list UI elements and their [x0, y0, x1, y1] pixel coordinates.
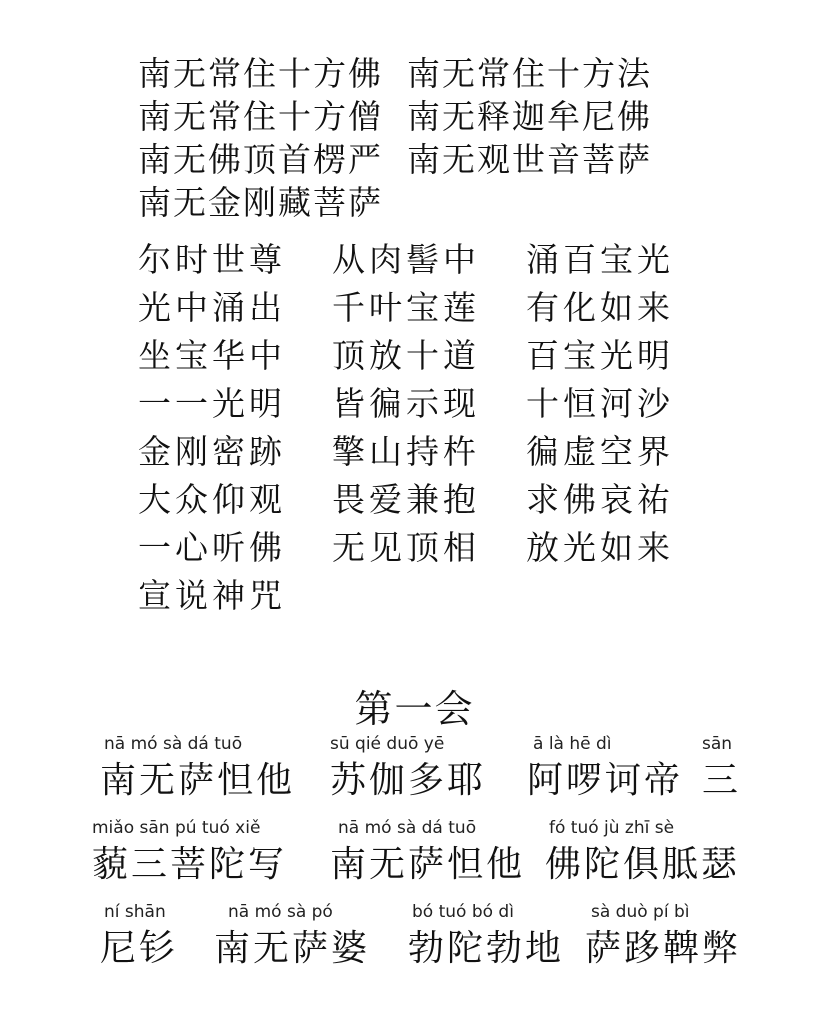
- mantra-phrase: [330, 732, 486, 806]
- invocation-phrase: 南无常住十方佛: [138, 54, 383, 93]
- mantra-phrase: [92, 816, 287, 890]
- verse-phrase: 放光如来: [526, 528, 674, 567]
- mantra-phrase: [100, 732, 295, 806]
- invocation-block: [138, 52, 778, 224]
- hanzi: 南无萨婆: [214, 928, 371, 969]
- section-title: 第一会: [354, 687, 475, 731]
- verse-phrase: 涌百宝光: [526, 240, 674, 279]
- verse-phrase: 皆徧示现: [332, 384, 480, 423]
- hanzi: 尼钐: [100, 928, 179, 969]
- invocation-phrase: 南无观世音菩萨: [407, 140, 652, 179]
- verse-line: [138, 380, 778, 428]
- invocation-phrase: 南无金刚藏菩萨: [138, 183, 383, 222]
- hanzi: 南无萨怛他: [330, 844, 526, 885]
- pinyin: nā mó sà dá tuō: [338, 818, 477, 838]
- hanzi: 苏伽多耶: [330, 760, 487, 801]
- mantra-row: [0, 900, 829, 984]
- verse-phrase: 从肉髻中: [332, 240, 480, 279]
- invocation-phrase: 南无佛顶首楞严: [138, 140, 383, 179]
- verse-phrase: 求佛哀祐: [526, 480, 674, 519]
- hanzi: 佛陀俱胝瑟: [545, 844, 741, 885]
- verse-phrase: 坐宝华中: [138, 336, 286, 375]
- verse-phrase: 大众仰观: [138, 480, 286, 519]
- mantra-phrase: [330, 816, 525, 890]
- pinyin: fó tuó jù zhī sè: [549, 818, 675, 838]
- pinyin: miǎo sān pú tuó xiě: [92, 818, 261, 838]
- verse-phrase: 畏爱兼抱: [332, 480, 480, 519]
- verse-phrase: 宣说神咒: [138, 576, 286, 615]
- verse-block: [138, 236, 778, 620]
- mantra-phrase: [702, 732, 741, 806]
- hanzi: 勃陀勃地: [408, 928, 565, 969]
- mantra-phrase: [214, 900, 370, 974]
- mantra-phrase: [545, 816, 740, 890]
- mantra-phrase: [408, 900, 564, 974]
- hanzi: 三: [702, 760, 742, 801]
- invocation-line: [138, 52, 778, 95]
- pinyin: bó tuó bó dì: [412, 902, 514, 922]
- verse-phrase: 十恒河沙: [526, 384, 674, 423]
- verse-phrase: 有化如来: [526, 288, 674, 327]
- verse-line: [138, 428, 778, 476]
- hanzi: 萨跢鞞弊: [585, 928, 742, 969]
- verse-line: [138, 284, 778, 332]
- verse-phrase: 百宝光明: [526, 336, 674, 375]
- pinyin: nā mó sà dá tuō: [104, 734, 243, 754]
- verse-phrase: 一心听佛: [138, 528, 286, 567]
- pinyin: nā mó sà pó: [228, 902, 333, 922]
- pinyin: sān: [702, 734, 733, 754]
- invocation-line: [138, 95, 778, 138]
- mantra-phrase: [527, 732, 683, 806]
- mantra-row: [0, 816, 829, 900]
- pinyin: ní shān: [104, 902, 166, 922]
- mantra-phrase: [585, 900, 741, 974]
- hanzi: 藐三菩陀写: [92, 844, 288, 885]
- verse-phrase: 光中涌出: [138, 288, 286, 327]
- invocation-phrase: 南无常住十方僧: [138, 97, 383, 136]
- verse-phrase: 金刚密跡: [138, 432, 286, 471]
- mantra-phrase: [100, 900, 178, 974]
- verse-phrase: 一一光明: [138, 384, 286, 423]
- verse-line: [138, 332, 778, 380]
- verse-line: [138, 476, 778, 524]
- pinyin: ā là hē dì: [533, 734, 612, 754]
- verse-line: [138, 524, 778, 572]
- pinyin: sū qié duō yē: [330, 734, 445, 754]
- verse-line: [138, 572, 778, 620]
- invocation-line: [138, 138, 778, 181]
- hanzi: 南无萨怛他: [100, 760, 296, 801]
- invocation-phrase: 南无常住十方法: [407, 54, 652, 93]
- verse-phrase: 无见顶相: [332, 528, 480, 567]
- verse-phrase: 顶放十道: [332, 336, 480, 375]
- invocation-line: [138, 181, 778, 224]
- verse-phrase: 千叶宝莲: [332, 288, 480, 327]
- invocation-phrase: 南无释迦牟尼佛: [407, 97, 652, 136]
- hanzi: 阿啰诃帝: [527, 760, 684, 801]
- verse-line: [138, 236, 778, 284]
- verse-phrase: 徧虚空界: [526, 432, 674, 471]
- verse-phrase: 尔时世尊: [138, 240, 286, 279]
- verse-phrase: 擎山持杵: [332, 432, 480, 471]
- pinyin: sà duò pí bì: [591, 902, 690, 922]
- mantra-row: [0, 732, 829, 816]
